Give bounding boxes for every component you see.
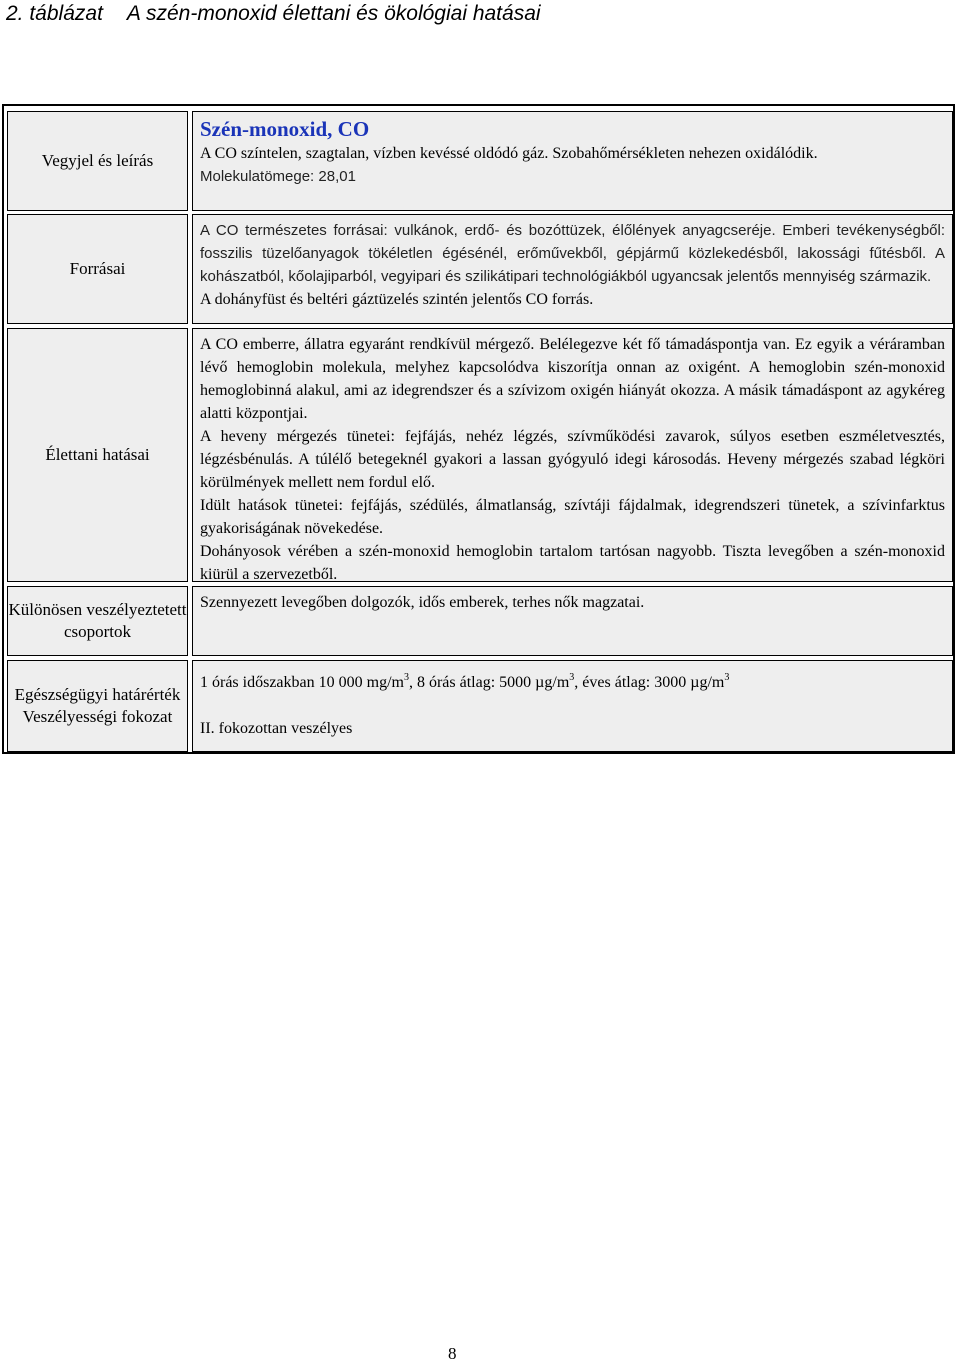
label-cell-kulonosen <box>7 586 188 656</box>
label-kulonosen: Különösen veszélyeztetett csoportok <box>8 600 187 641</box>
table-number: 2. táblázat <box>6 2 103 25</box>
content-cell-vegyjel <box>192 111 953 211</box>
substance-description: A CO színtelen, szagtalan, vízben kevéssé oldódó gáz. Szobahőmérsékleten nehezen oxidálódik. <box>200 145 818 162</box>
molecular-weight: Molekulatömege: 28,01 <box>200 168 356 185</box>
label-elettani: Élettani hatásai <box>45 445 150 464</box>
content-cell-forrasai <box>192 214 953 324</box>
exponent: 3 <box>403 672 409 683</box>
effects-paragraph-1: A CO emberre, állatra egyaránt rendkívül mérgező. Belélegezve két fő támadáspontja van. Ez egyik a véráramban lévő hemoglobin molekula, melyhez kapcsolódva kiszorítja onnan az oxigént. A hemoglobin szén-monoxid hemoglobinná alakul, ami az idegrendszer és a szívizom oxigén hiányát okozza. A másik támadáspont az agykéreg alatti központjai. <box>200 336 945 422</box>
exponent: 3 <box>724 672 730 683</box>
substance-title: Szén-monoxid, CO <box>200 117 370 141</box>
sources-human: Emberi tevékenységből: fosszilis tüzelőanyagok tökéletlen égésénél, erőművekből, gépjármű közlekedésből, lakossági fűtésből. <box>200 222 946 262</box>
label-forrasai: Forrásai <box>69 259 126 278</box>
limit-values <box>200 671 945 694</box>
page-number: 8 <box>448 1344 457 1363</box>
label-vegyjel: Vegyjel és leírás <box>41 151 154 170</box>
effects-paragraph-3: Idült hatások tünetei: fejfájás, szédülés, álmatlanság, szívtáji fájdalmak, idegrendszeri tünetek, a szívinfarktus gyakoriságának növekedése. <box>200 497 945 537</box>
label-cell-forrasai <box>7 214 188 324</box>
table-title: A szén-monoxid élettani és ökológiai hatásai <box>126 2 541 25</box>
label-veszelyessegi: Veszélyességi fokozat <box>22 707 173 726</box>
label-cell-hatarertek <box>7 660 188 752</box>
sources-industry: A kohászatból, kőolajiparból, vegyipari és szilikátipari technológiákból ugyancsak jelentős mennyiség származik. <box>200 245 945 285</box>
table-heading <box>6 2 541 26</box>
co-table <box>2 104 955 754</box>
effects-paragraph-2: A heveny mérgezés tünetei: fejfájás, nehéz légzés, szívműködési zavarok, súlyos esetben eszméletvesztés, légzésbénulás. A túlélő betegeknél gyakori a lassan gyógyuló idegi károsodás. Heveny mérgezés szabad légköri körülmények mellett nem fordul elő. <box>200 428 945 491</box>
sources-indoor: A dohányfüst és beltéri gáztüzelés szintén jelentős CO forrás. <box>200 291 594 308</box>
exponent: 3 <box>569 672 575 683</box>
effects-paragraph-4: Dohányosok vérében a szén-monoxid hemoglobin tartalom tartósan nagyobb. Tiszta levegőben a szén-monoxid kiürül a szervezetből. <box>200 543 945 583</box>
content-cell-kulonosen <box>192 586 953 656</box>
hazard-class: II. fokozottan veszélyes <box>200 720 353 737</box>
vulnerable-groups: Szennyezett levegőben dolgozók, idős emberek, terhes nők magzatai. <box>200 594 645 611</box>
limit-8h: , 8 órás átlag: 5000 µg/m <box>408 674 570 691</box>
content-cell-elettani <box>192 328 953 582</box>
label-egeszsegugyi: Egészségügyi határérték <box>14 685 181 704</box>
sources-natural: A CO természetes forrásai: vulkánok, erdő- és bozóttüzek, élőlények anyagcseréje. <box>200 222 776 239</box>
label-cell-elettani <box>7 328 188 582</box>
label-cell-vegyjel <box>7 111 188 211</box>
limit-annual: , éves átlag: 3000 µg/m <box>574 674 725 691</box>
content-cell-hatarertek <box>192 660 953 752</box>
limit-1h: 1 órás időszakban 10 000 mg/m <box>200 674 404 691</box>
